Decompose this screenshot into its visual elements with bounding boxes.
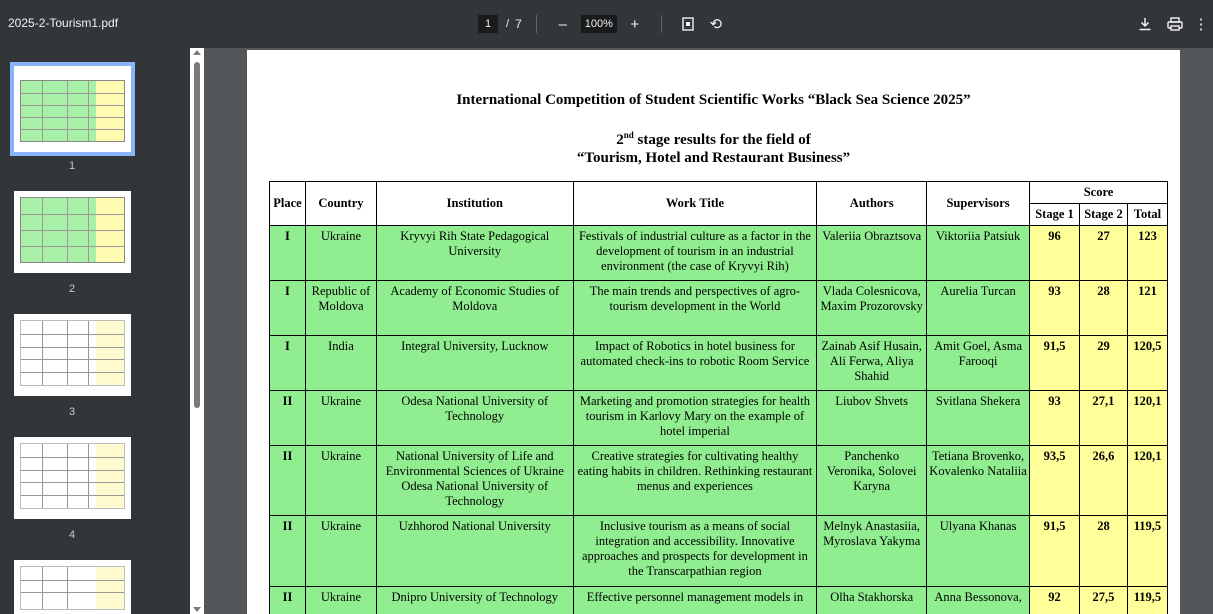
cell-place: II xyxy=(270,446,306,516)
download-icon xyxy=(1138,17,1152,31)
document-file-name: 2025-2-Tourism1.pdf xyxy=(8,16,119,30)
cell-place: II xyxy=(270,516,306,587)
cell-work-title: Effective personnel management models in xyxy=(573,587,817,614)
right-toolbar-controls xyxy=(1127,12,1213,36)
cell-country: Ukraine xyxy=(305,516,376,587)
thumbnail-row-line xyxy=(21,129,124,130)
zoom-out-button[interactable] xyxy=(551,12,575,36)
cell-authors: Panchenko Veronika, Solovei Karyna xyxy=(817,446,927,516)
thumbnail-col-line xyxy=(42,81,43,141)
cell-authors: Vlada Colesnicova, Maxim Prozorovsky xyxy=(817,281,927,336)
thumbnail-label: 1 xyxy=(68,160,76,172)
plus-icon: + xyxy=(630,15,640,33)
thumbnail-col-line xyxy=(67,321,68,385)
thumbnail-row-line xyxy=(21,214,124,215)
thumbnail-table xyxy=(20,320,125,386)
table-row xyxy=(270,516,1168,587)
thumbnail-row-line xyxy=(21,482,124,483)
cell-stage2: 28 xyxy=(1079,516,1127,587)
page-thumbnail-3[interactable] xyxy=(14,314,131,396)
thumbnail-col-line xyxy=(88,198,89,262)
thumbnail-label: 2 xyxy=(68,283,76,295)
thumbnail-yellow-area xyxy=(96,567,124,609)
thumbnail-row-line xyxy=(21,359,124,360)
cell-institution: Dnipro University of Technology xyxy=(376,587,573,614)
page-thumbnail-2[interactable] xyxy=(14,191,131,273)
thumbnail-label: 3 xyxy=(68,406,76,418)
thumbnail-col-line xyxy=(42,198,43,262)
print-icon xyxy=(1167,17,1183,31)
document-viewer[interactable] xyxy=(204,48,1213,614)
current-page-input[interactable]: 1 xyxy=(478,15,498,33)
header-stage1: Stage 1 xyxy=(1030,204,1080,226)
cell-institution: Integral University, Lucknow xyxy=(376,336,573,391)
cell-work-title: The main trends and perspectives of agro-tourism development in the World xyxy=(573,281,817,336)
cell-place: I xyxy=(270,281,306,336)
thumbnail-row-line xyxy=(21,105,124,106)
cell-stage2: 27 xyxy=(1079,226,1127,281)
cell-work-title: Creative strategies for cultivating healthy eating habits in children. Rethinking restaurant menus and experiences xyxy=(573,446,817,516)
cell-total: 119,5 xyxy=(1127,516,1167,587)
thumbnail-row-line xyxy=(21,334,124,335)
zoom-in-button[interactable] xyxy=(623,12,647,36)
total-pages: 7 xyxy=(515,17,522,31)
cell-place: I xyxy=(270,226,306,281)
cell-stage2: 26,6 xyxy=(1079,446,1127,516)
scroll-up-arrow-icon[interactable] xyxy=(193,50,201,55)
fit-page-icon xyxy=(682,17,694,31)
cell-stage1: 93,5 xyxy=(1030,446,1080,516)
thumbnail-row-line xyxy=(21,495,124,496)
subtitle-line2: “Tourism, Hotel and Restaurant Business” xyxy=(576,150,851,166)
cell-institution: Kryvyi Rih State Pedagogical University xyxy=(376,226,573,281)
page-thumbnail-5[interactable] xyxy=(14,560,131,614)
thumbnail-col-line xyxy=(67,198,68,262)
cell-authors: Zainab Asif Husain, Ali Ferwa, Aliya Shahid xyxy=(817,336,927,391)
cell-country: Republic of Moldova xyxy=(305,281,376,336)
rotate-button[interactable] xyxy=(704,12,728,36)
thumbnail-row-line xyxy=(21,372,124,373)
page-thumbnail-1[interactable] xyxy=(14,66,131,152)
toolbar-divider xyxy=(661,15,662,33)
header-institution: Institution xyxy=(376,182,573,226)
thumbnail-col-line xyxy=(42,444,43,508)
thumbnail-table xyxy=(20,443,125,509)
thumbnail-row-line xyxy=(21,347,124,348)
cell-authors: Olha Stakhorska xyxy=(817,587,927,614)
thumbnail-yellow-area xyxy=(96,444,124,508)
table-row xyxy=(270,336,1168,391)
thumbnail-table xyxy=(20,80,125,142)
document-subtitle xyxy=(247,126,1180,167)
cell-total: 119,5 xyxy=(1127,587,1167,614)
cell-authors: Melnyk Anastasiia, Myroslava Yakyma xyxy=(817,516,927,587)
thumbnail-yellow-area xyxy=(96,321,124,385)
header-authors: Authors xyxy=(817,182,927,226)
cell-country: Ukraine xyxy=(305,446,376,516)
cell-stage1: 91,5 xyxy=(1030,336,1080,391)
cell-institution: National University of Life and Environmental Sciences of Ukraine Odesa National University of Technology xyxy=(376,446,573,516)
cell-place: II xyxy=(270,587,306,614)
cell-work-title: Marketing and promotion strategies for health tourism in Karlovy Mary on the example of hotel imperial xyxy=(573,391,817,446)
page-thumbnail-4[interactable] xyxy=(14,437,131,519)
results-table-body xyxy=(270,226,1168,614)
cell-institution: Odesa National University of Technology xyxy=(376,391,573,446)
cell-stage1: 92 xyxy=(1030,587,1080,614)
cell-total: 120,1 xyxy=(1127,391,1167,446)
cell-work-title: Festivals of industrial culture as a factor in the development of tourism in an industrial environment (the case of Kryvyi Rih) xyxy=(573,226,817,281)
download-button[interactable] xyxy=(1133,12,1157,36)
table-row xyxy=(270,281,1168,336)
results-table xyxy=(269,181,1168,614)
cell-institution: Uzhhorod National University xyxy=(376,516,573,587)
cell-supervisors: Anna Bessonova, xyxy=(927,587,1030,614)
cell-stage2: 27,1 xyxy=(1079,391,1127,446)
thumbnail-row-line xyxy=(21,457,124,458)
thumbnail-row-line xyxy=(21,230,124,231)
cell-institution: Academy of Economic Studies of Moldova xyxy=(376,281,573,336)
cell-supervisors: Amit Goel, Asma Farooqi xyxy=(927,336,1030,391)
thumbnail-col-line xyxy=(67,567,68,609)
header-total: Total xyxy=(1127,204,1167,226)
scrollbar-thumb[interactable] xyxy=(194,62,200,408)
thumbnail-col-line xyxy=(88,321,89,385)
thumbnail-col-line xyxy=(67,444,68,508)
cell-total: 120,1 xyxy=(1127,446,1167,516)
table-row xyxy=(270,446,1168,516)
thumbnail-scrollbar[interactable] xyxy=(190,48,204,614)
table-row xyxy=(270,391,1168,446)
thumbnail-table xyxy=(20,197,125,263)
thumbnail-green-area xyxy=(21,81,96,141)
subtitle-ordinal-suffix: nd xyxy=(623,130,634,140)
cell-supervisors: Viktoriia Patsiuk xyxy=(927,226,1030,281)
more-vertical-icon: ⋮ xyxy=(1193,16,1209,33)
cell-supervisors: Aurelia Turcan xyxy=(927,281,1030,336)
cell-place: II xyxy=(270,391,306,446)
fit-to-page-button[interactable] xyxy=(676,12,700,36)
rotate-icon: ⟲ xyxy=(709,16,723,33)
thumbnail-label: 4 xyxy=(68,529,76,541)
thumbnail-table xyxy=(20,566,125,610)
thumbnail-col-line xyxy=(67,81,68,141)
cell-stage2: 28 xyxy=(1079,281,1127,336)
document-title: International Competition of Student Scientific Works “Black Sea Science 2025” xyxy=(456,92,971,108)
cell-stage2: 29 xyxy=(1079,336,1127,391)
page-separator: / xyxy=(506,18,510,30)
thumbnail-row-line xyxy=(21,580,124,581)
thumbnail-col-line xyxy=(42,567,43,609)
cell-country: Ukraine xyxy=(305,587,376,614)
header-place: Place xyxy=(270,182,306,226)
thumbnail-row-line xyxy=(21,592,124,593)
cell-authors: Liubov Shvets xyxy=(817,391,927,446)
cell-stage1: 93 xyxy=(1030,281,1080,336)
cell-supervisors: Svitlana Shekera xyxy=(927,391,1030,446)
table-row xyxy=(270,226,1168,281)
pdf-toolbar xyxy=(0,0,1213,48)
print-button[interactable] xyxy=(1163,12,1187,36)
cell-stage1: 96 xyxy=(1030,226,1080,281)
thumbnail-row-line xyxy=(21,470,124,471)
cell-country: India xyxy=(305,336,376,391)
minus-icon: – xyxy=(558,15,567,33)
cell-total: 121 xyxy=(1127,281,1167,336)
thumbnail-col-line xyxy=(42,321,43,385)
cell-country: Ukraine xyxy=(305,391,376,446)
more-options-button[interactable] xyxy=(1189,12,1213,36)
header-country: Country xyxy=(305,182,376,226)
thumbnail-yellow-area xyxy=(96,81,124,141)
zoom-level-input[interactable]: 100% xyxy=(581,15,617,33)
cell-supervisors: Ulyana Khanas xyxy=(927,516,1030,587)
cell-work-title: Impact of Robotics in hotel business for automated check-ins to robotic Room Service xyxy=(573,336,817,391)
subtitle-line1: stage results for the field of xyxy=(633,132,811,148)
cell-country: Ukraine xyxy=(305,226,376,281)
table-row xyxy=(270,587,1168,614)
toolbar-divider xyxy=(536,15,537,33)
pdf-page xyxy=(247,50,1180,614)
cell-stage2: 27,5 xyxy=(1079,587,1127,614)
header-stage2: Stage 2 xyxy=(1079,204,1127,226)
cell-authors: Valeriia Obraztsova xyxy=(817,226,927,281)
thumbnail-sidebar xyxy=(0,48,190,614)
header-work-title: Work Title xyxy=(573,182,817,226)
header-score: Score xyxy=(1030,182,1168,204)
subtitle-ordinal: 2 xyxy=(616,132,624,148)
thumbnail-row-line xyxy=(21,93,124,94)
cell-total: 123 xyxy=(1127,226,1167,281)
thumbnail-row-line xyxy=(21,246,124,247)
thumbnail-col-line xyxy=(88,444,89,508)
scroll-down-arrow-icon[interactable] xyxy=(193,607,201,612)
thumbnail-row-line xyxy=(21,117,124,118)
cell-stage1: 91,5 xyxy=(1030,516,1080,587)
cell-total: 120,5 xyxy=(1127,336,1167,391)
cell-work-title: Inclusive tourism as a means of social integration and accessibility. Innovative approaches and prospects for development in the Transcarpathian region xyxy=(573,516,817,587)
cell-supervisors: Tetiana Brovenko, Kovalenko Nataliia xyxy=(927,446,1030,516)
header-supervisors: Supervisors xyxy=(927,182,1030,226)
thumbnail-col-line xyxy=(88,81,89,141)
cell-stage1: 93 xyxy=(1030,391,1080,446)
cell-place: I xyxy=(270,336,306,391)
center-toolbar-controls xyxy=(478,12,728,36)
